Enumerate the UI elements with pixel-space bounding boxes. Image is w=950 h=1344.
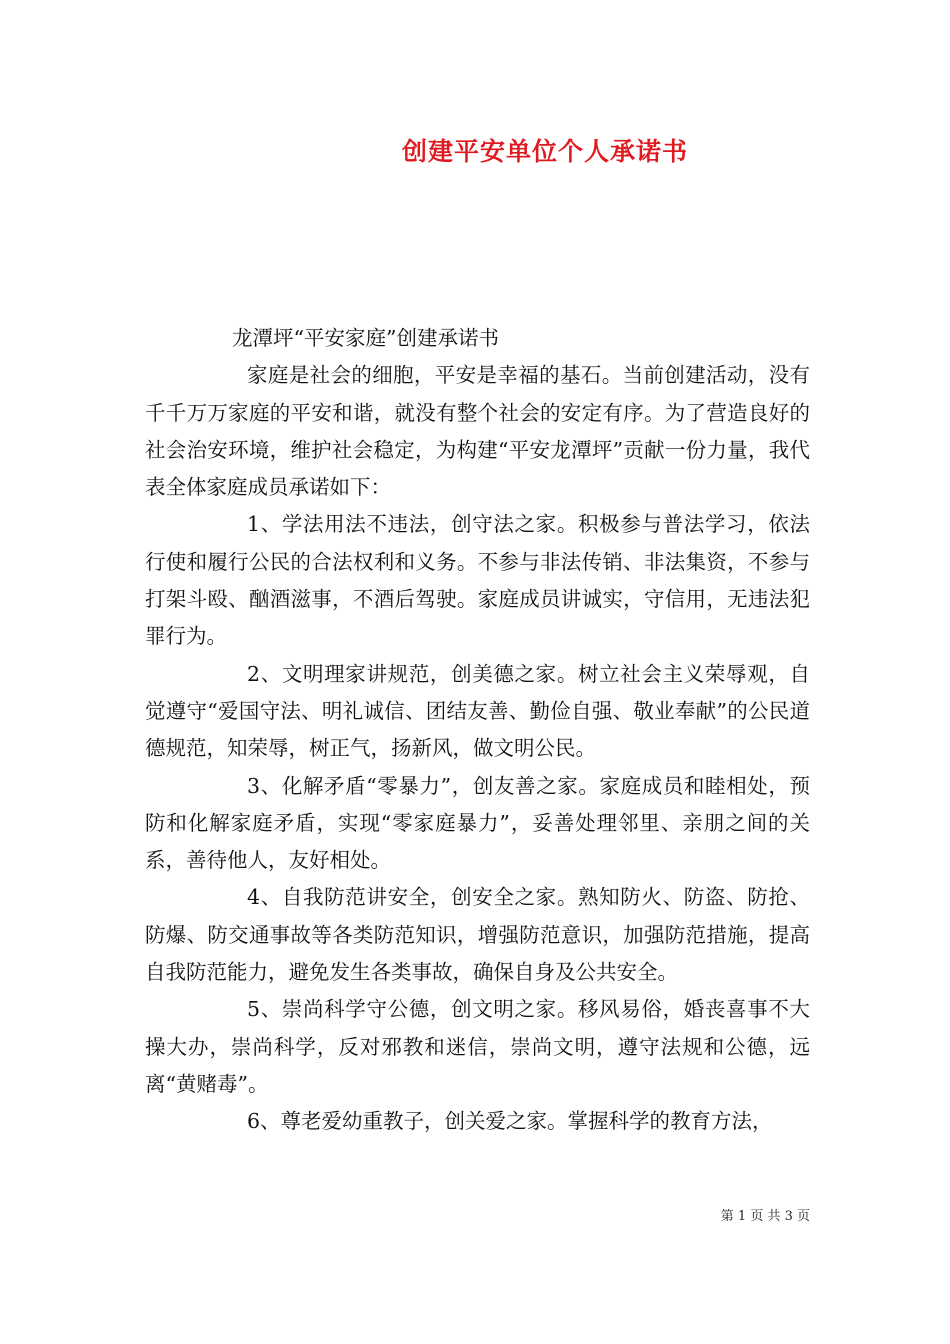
document-body bbox=[145, 320, 810, 1141]
pledge-item-1: 1、学法用法不违法，创守法之家。积极参与普法学习，依法行使和履行公民的合法权利和义务。不参与非法传销、非法集资，不参与打架斗殴、酗酒滋事，不酒后驾驶。家庭成员讲诚实，守信用，无违法犯罪行为。 bbox=[145, 512, 810, 649]
document-subtitle: 龙潭坪“平安家庭”创建承诺书 bbox=[232, 326, 499, 350]
pledge-item-5: 5、崇尚科学守公德，创文明之家。移风易俗，婚丧喜事不大操大办，崇尚科学，反对邪教和迷信，崇尚文明，遵守法规和公德，远离“黄赌毒”。 bbox=[145, 997, 810, 1096]
pledge-item-6: 6、尊老爱幼重教子，创关爱之家。掌握科学的教育方法， bbox=[247, 1109, 773, 1134]
pledge-item-3: 3、化解矛盾“零暴力”，创友善之家。家庭成员和睦相处，预防和化解家庭矛盾，实现“零家庭暴力”，妥善处理邻里、亲朋之间的关系，善待他人，友好相处。 bbox=[145, 773, 810, 873]
pledge-item-4: 4、自我防范讲安全，创安全之家。熟知防火、防盗、防抢、防爆、防交通事故等各类防范知识，增强防范意识，加强防范措施，提高自我防范能力，避免发生各类事故，确保自身及公共安全。 bbox=[145, 885, 810, 985]
intro-paragraph: 家庭是社会的细胞，平安是幸福的基石。当前创建活动，没有千千万万家庭的平安和谐，就没有整个社会的安定有序。为了营造良好的社会治安环境，维护社会稳定，为构建“平安龙潭坪”贡献一份力量，我代表全体家庭成员承诺如下： bbox=[145, 363, 810, 500]
document-title: 创建平安单位个人承诺书 bbox=[401, 137, 688, 166]
page-number: 第 1 页 共 3 页 bbox=[720, 1209, 810, 1224]
pledge-item-2: 2、文明理家讲规范，创美德之家。树立社会主义荣辱观，自觉遵守“爱国守法、明礼诚信、团结友善、勤俭自强、敬业奉献”的公民道德规范，知荣辱，树正气，扬新风，做文明公民。 bbox=[145, 661, 810, 761]
